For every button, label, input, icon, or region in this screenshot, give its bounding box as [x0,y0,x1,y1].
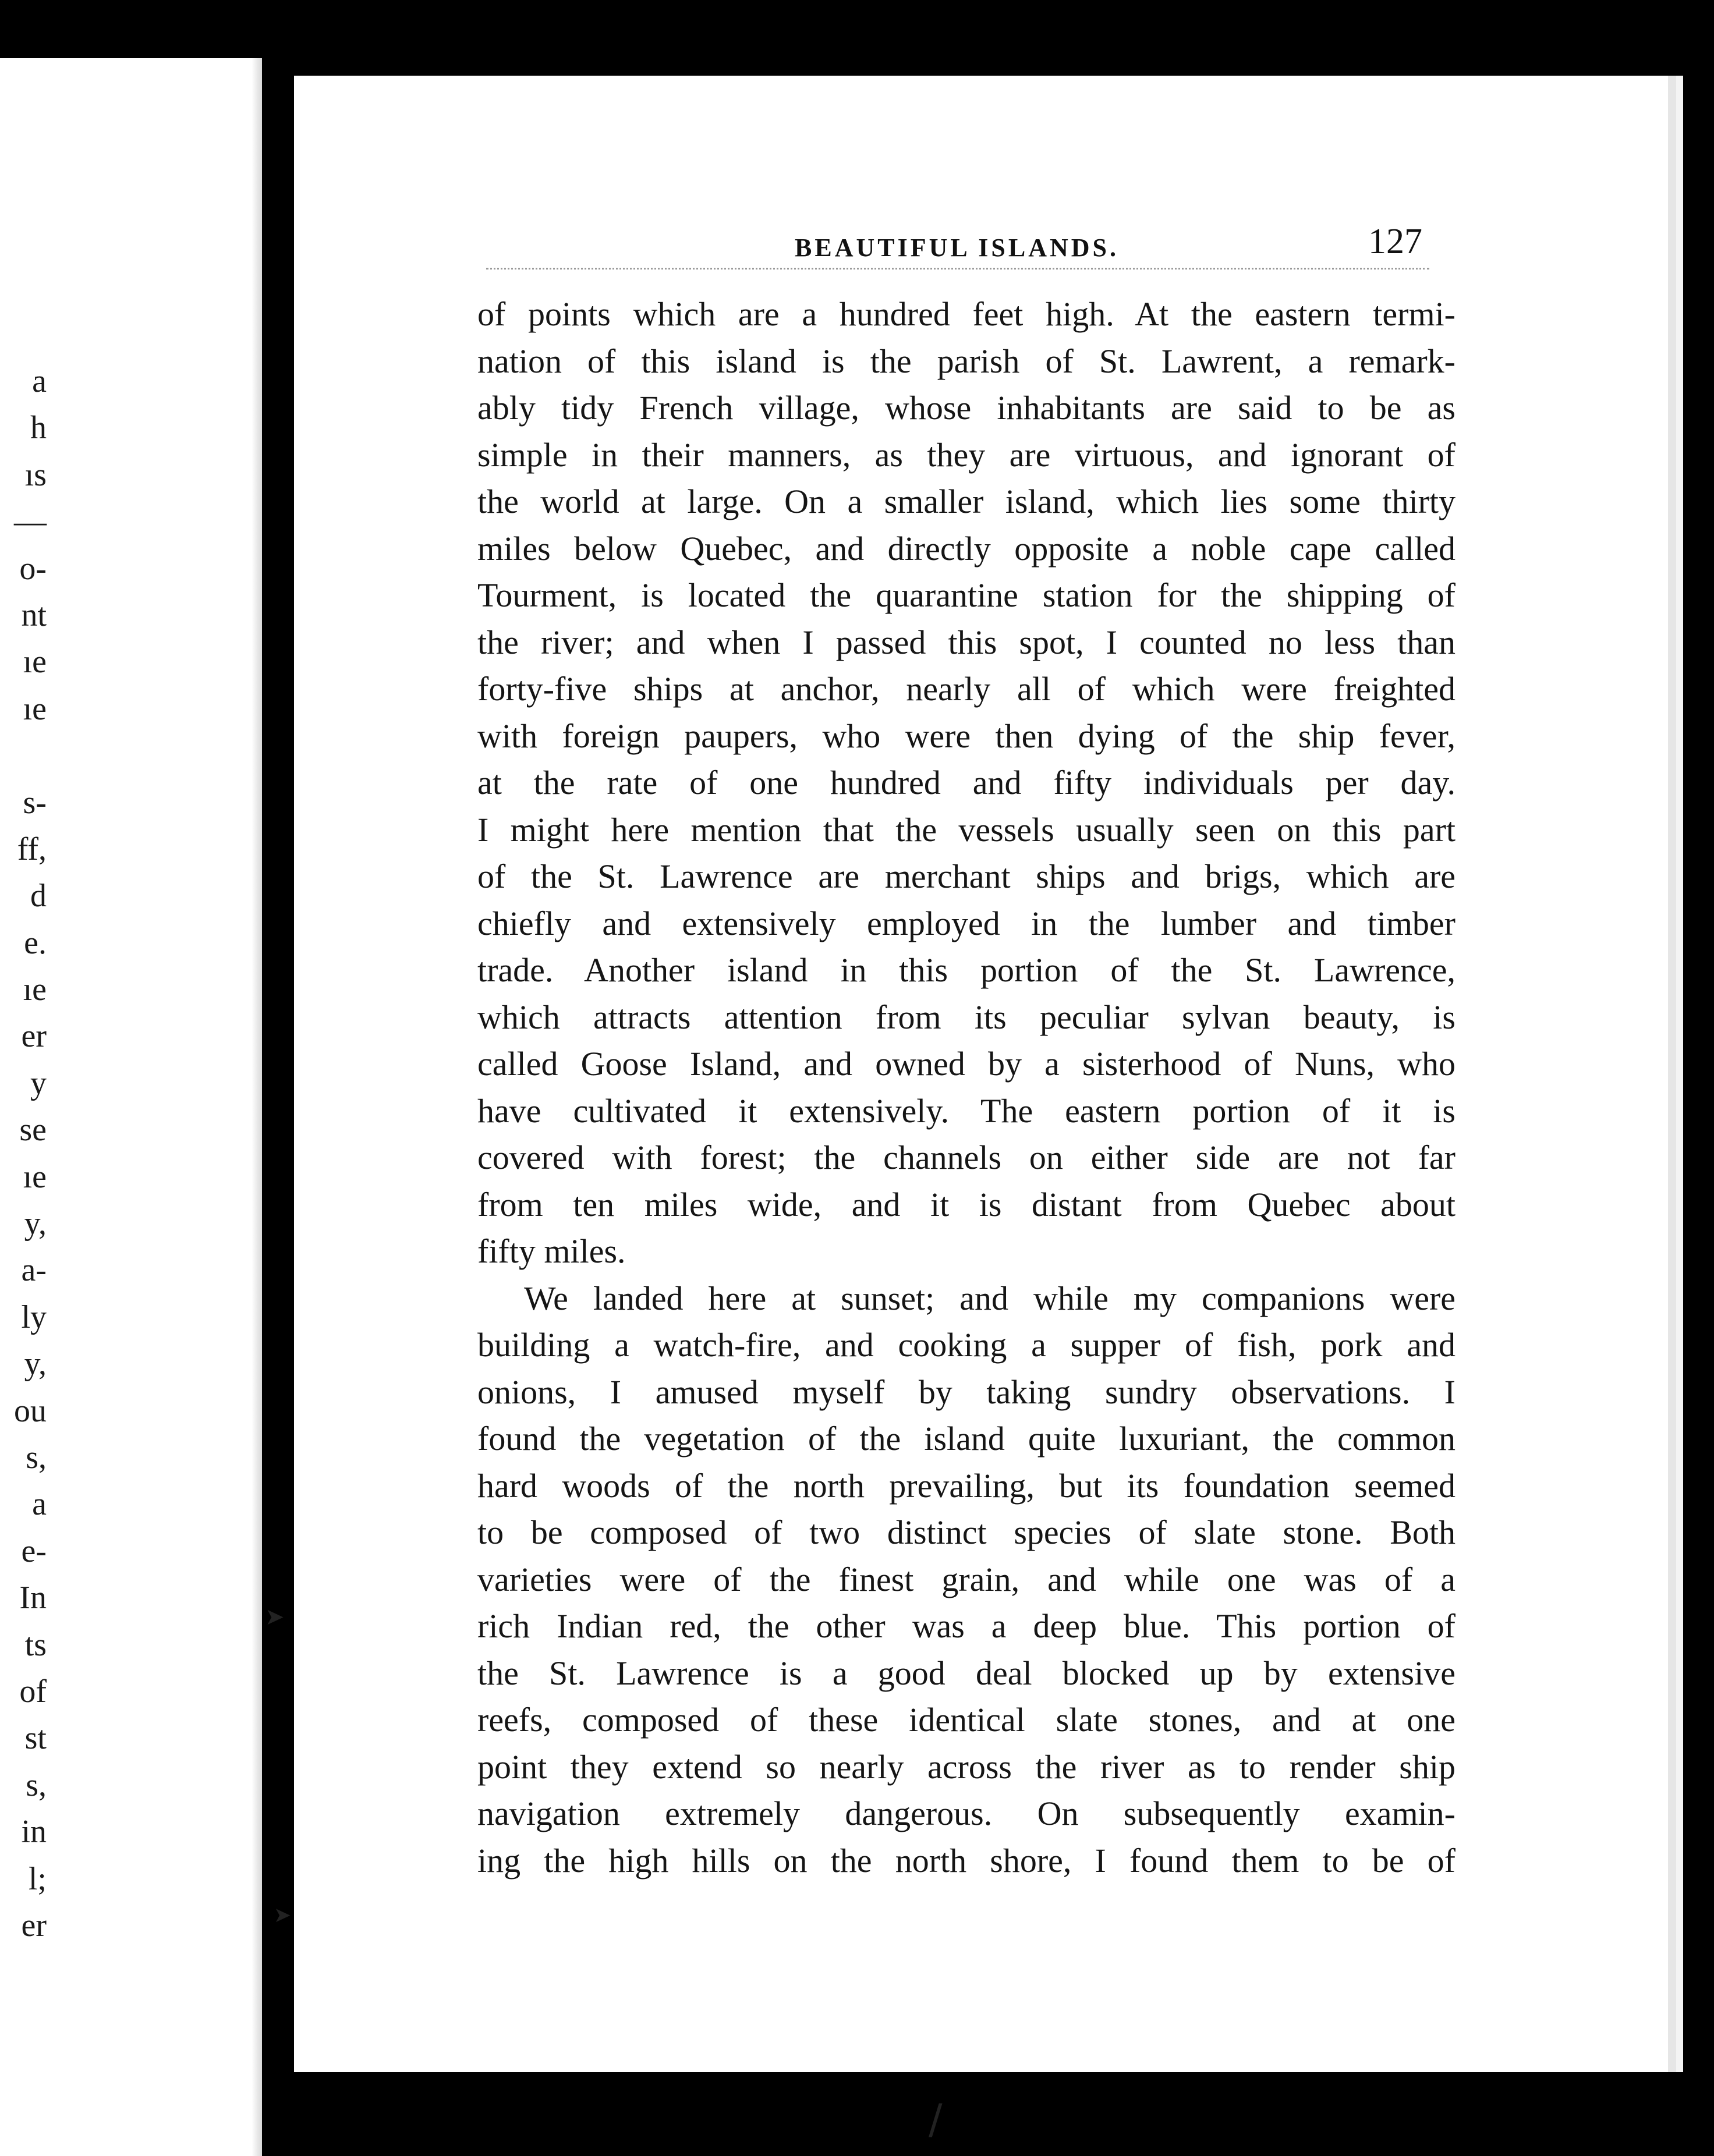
left-fragment: er [21,1907,47,1944]
left-fragment: ff, [17,831,47,867]
left-fragment: st [24,1720,47,1757]
left-fragment: ıe [23,690,47,727]
left-fragment: In [19,1580,47,1616]
left-fragment: ıe [23,971,47,1008]
left-fragment: a [32,363,47,399]
text-line: the world at large. On a smaller island, which lies some thirty [477,483,1456,520]
left-page-fragments [0,358,47,1949]
left-fragment [0,732,47,779]
header-rule [486,268,1429,270]
text-line: miles below Quebec, and directly opposite a noble cape called [477,529,1456,568]
text-line: building a watch-fire, and cooking a supper of fish, pork and [477,1326,1456,1364]
text-line: to be composed of two distinct species of slate stone. Both [477,1513,1456,1551]
left-fragment: s- [23,784,47,821]
stray-mark: / [929,2095,943,2143]
text-line: reefs, composed of these identical slate stones, and at one [477,1701,1456,1739]
left-fragment: ıs [24,456,47,493]
text-line: the St. Lawrence is a good deal blocked up by extensive [477,1654,1456,1692]
left-fragment: ıe [23,644,47,680]
running-title: BEAUTIFUL ISLANDS. [795,233,1120,262]
page-gutter [252,58,262,2156]
text-line: hard woods of the north prevailing, but its foundation seemed [477,1466,1456,1505]
text-line: at the rate of one hundred and fifty individuals per day. [477,764,1456,802]
text-line: onions, I amused myself by taking sundry observations. I [477,1373,1456,1411]
text-line: simple in their manners, as they are virtuous, and ignorant of [477,435,1456,474]
paragraph-start-line: We landed here at sunset; and while my companions were [524,1279,1456,1317]
book-page [294,76,1668,2072]
text-line: point they extend so nearly across the river as to render ship [477,1747,1456,1786]
text-line: called Goose Island, and owned by a sisterhood of Nuns, who [477,1045,1456,1083]
text-line: found the vegetation of the island quite luxuriant, the common [477,1420,1456,1458]
left-fragment: y, [24,1205,47,1242]
page-number: 127 [1368,222,1422,261]
left-fragment: of [19,1673,47,1710]
left-fragment: ou [14,1392,47,1429]
left-fragment: ıe [23,1158,47,1195]
left-fragment: ly [21,1299,47,1335]
left-fragment: s, [26,1439,47,1476]
body-text [477,291,1456,1884]
text-line: navigation extremely dangerous. On subsequently examin- [477,1795,1456,1832]
left-fragment: e- [21,1533,47,1569]
left-fragment: d [30,878,47,914]
left-fragment: in [21,1814,47,1850]
left-fragment: y [30,1065,47,1101]
left-fragment: y, [24,1346,47,1382]
left-fragment: s, [26,1767,47,1803]
left-fragment: — [14,503,47,540]
text-line: of points which are a hundred feet high. At the eastern termi- [477,295,1456,333]
page-header [294,221,1668,285]
text-line: ably tidy French village, whose inhabitants are said to be as [477,389,1456,427]
text-line: with foreign paupers, who were then dying of the ship fever, [477,717,1456,755]
left-fragment: h [30,410,47,446]
left-fragment: a [32,1486,47,1523]
text-line: Tourment, is located the quarantine station for the shipping of [477,576,1456,614]
left-fragment: l; [28,1860,47,1897]
text-line: from ten miles wide, and it is distant from Quebec about [477,1185,1456,1224]
left-fragment: a- [21,1252,47,1289]
text-line: chiefly and extensively employed in the lumber and timber [477,904,1456,942]
left-fragment: er [21,1018,47,1055]
left-fragment: nt [21,597,47,633]
text-line: of the St. Lawrence are merchant ships and brigs, which are [477,857,1456,895]
text-line: covered with forest; the channels on either side are not far [477,1139,1456,1176]
left-page-edge [0,58,292,2156]
text-line: have cultivated it extensively. The eastern portion of it is [477,1091,1456,1130]
text-line: forty-five ships at anchor, nearly all of which were freighted [477,670,1456,708]
text-line: ing the high hills on the north shore, I found them to be of [477,1841,1456,1880]
text-line: trade. Another island in this portion of the St. Lawrence, [477,951,1456,989]
text-line: varieties were of the finest grain, and while one was of a [477,1560,1456,1598]
paragraph-end-line: fifty miles. [477,1232,626,1270]
binding-mark-lower: ➤ [274,1903,292,1927]
left-fragment: se [19,1112,47,1148]
left-fragment: e. [24,924,47,961]
text-line: I might here mention that the vessels usually seen on this part [477,810,1456,849]
text-line: which attracts attention from its peculiar sylvan beauty, is [477,998,1456,1036]
left-fragment: ts [24,1626,47,1663]
text-line: rich Indian red, the other was a deep blue. This portion of [477,1607,1456,1645]
left-fragment: o- [19,550,47,587]
binding-mark-upper: ➤ [265,1604,285,1630]
text-line: nation of this island is the parish of St. Lawrent, a remark- [477,342,1456,380]
text-line: the river; and when I passed this spot, I counted no less than [477,623,1456,661]
